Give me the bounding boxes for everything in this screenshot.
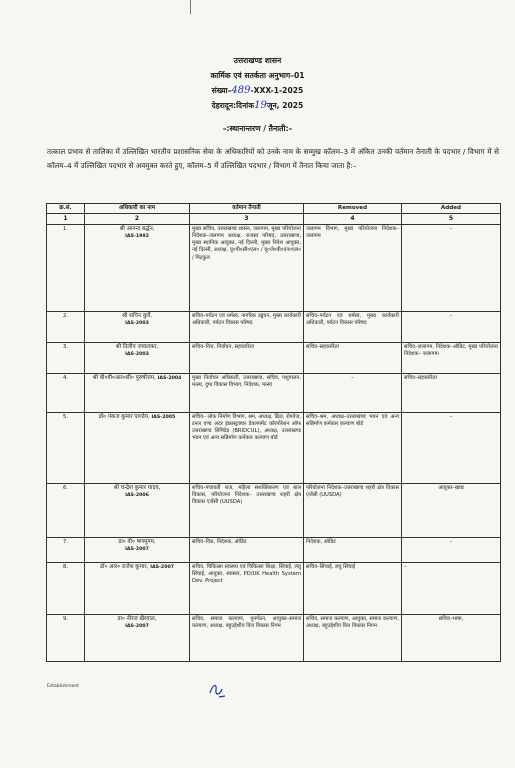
table-row — [47, 373, 501, 412]
section-heading: कार्मिक एवं सतर्कता अनुभाग–01 — [210, 71, 305, 80]
order-date — [0, 101, 515, 111]
column-number: 5 — [402, 214, 501, 224]
removed-posting: – — [304, 373, 402, 412]
added-posting: – — [402, 412, 501, 483]
officer-name — [85, 224, 190, 311]
table-row — [47, 614, 501, 661]
table-row — [47, 311, 501, 342]
removed-posting: जलागम विभाग, मुख्य परियोजना निदेशक–जलागम — [304, 224, 402, 311]
row-sn: 6. — [47, 483, 85, 537]
table-row — [47, 562, 501, 614]
removed-posting: सचिव–श्रम, अध्यक्ष–उत्तराखण्ड भवन एवं अन्य सन्निर्माण कर्मकार कल्याण बोर्ड — [304, 412, 402, 483]
table-row — [47, 412, 501, 483]
column-number: 2 — [85, 214, 190, 224]
officer-name — [85, 342, 190, 373]
officer-batch: IAS-2004 — [157, 375, 182, 381]
govt-heading: उत्तराखण्ड शासन — [233, 56, 282, 65]
officer-batch: IAS-1992 — [125, 233, 149, 239]
row-sn: 8. — [47, 562, 85, 614]
column-number: 3 — [190, 214, 304, 224]
officer-batch: IAS-2003 — [125, 320, 149, 326]
added-posting: – — [402, 562, 501, 614]
establishment-stamp: Establishment — [47, 684, 80, 689]
officer-batch: IAS-2007 — [150, 564, 174, 570]
removed-posting: सचिव–सिंचाई, लघु सिंचाई — [304, 562, 402, 614]
officer-name-text: श्री सचिन कुर्वे, — [121, 312, 153, 319]
table-row — [47, 537, 501, 562]
table-row — [47, 483, 501, 537]
order-number-label: संख्या– — [211, 86, 232, 95]
officer-name-text: श्री आनन्द बर्द्धन, — [119, 225, 155, 232]
officer-name-text: डॉ० आर० राजेश कुमार, — [100, 563, 149, 570]
current-posting: सचिव–वित्त, निर्वाचन, सहकारिता — [190, 342, 304, 373]
added-posting: – — [402, 311, 501, 342]
row-sn: 9. — [47, 614, 85, 661]
row-sn: 7. — [47, 537, 85, 562]
officer-name — [85, 311, 190, 342]
current-posting: सचिव–पंचायती राज, महिला सशक्तिकरण एवं बाल विकास, परियोजना निदेशक– उत्तराखण्ड शहरी क्षेत्र विकास एजेंसी (UUSDA) — [190, 483, 304, 537]
order-number-suffix: -XXX-1-2025 — [250, 86, 304, 95]
officer-name — [85, 562, 190, 614]
officer-batch: IAS-2005 — [151, 414, 176, 420]
added-posting: सचिव–सहकारिता — [402, 373, 501, 412]
row-sn: 4. — [47, 373, 85, 412]
officer-batch: IAS-2007 — [125, 623, 149, 629]
added-posting: – — [402, 224, 501, 311]
row-sn: 1. — [47, 224, 85, 311]
current-posting: सचिव– लोक निर्माण विभाग, श्रम, अध्यक्ष, ब्रिज, रोपवेज, टनल एण्ड अदर इंफ्रास्ट्रक्चर डेवलपमेंट कॉरपोरेशन ऑफ उत्तराखण्ड लिमिटेड (BRIDCUL), अध्यक्ष, उत्तराखण्ड भवन एवं अन्य सन्निर्माण कर्मकार कल्याण बोर्ड — [190, 412, 304, 483]
officer-name-text: श्री दिलीप जावलकर, — [115, 343, 159, 350]
current-posting: मुख्य सचिव, उत्तराखण्ड शासन, जलागम, मुख्य परियोजना निदेशक–जलागम अध्यक्ष, राजस्व परिषद, उत्तराखण्ड, मुख्य स्थानिक आयुक्त, नई दिल्ली, मुख्य निवेश आयुक्त, नई दिल्ली, अध्यक्ष, यू०पी०सी०एल० / यू०जे०वी०एन०एल० / पिटकुल — [190, 224, 304, 311]
row-sn: 5. — [47, 412, 85, 483]
header-removed: Removed — [304, 204, 402, 214]
header-name: अधिकारी का नाम — [85, 204, 190, 214]
removed-posting: सचिव, समाज कल्याण, आयुक्त, समाज कल्याण, अध्यक्ष, बहुउद्देशीय वित्त विकास निगम — [304, 614, 402, 661]
order-number-handwritten: 489 — [231, 85, 251, 96]
header-current: वर्तमान तैनाती — [190, 204, 304, 214]
officer-name-text: श्री चन्द्रेश कुमार यादव, — [113, 484, 161, 491]
current-posting: सचिव–पर्यटन एवं धर्मस्व, नागरिक उड्डयन, मुख्य कार्यकारी अधिकारी, पर्यटन विकास परिषद — [190, 311, 304, 342]
order-date-handwritten: 19 — [254, 100, 267, 111]
removed-posting: निदेशक, ऑडिट — [304, 537, 402, 562]
officer-name-text: डा० वी० षणमुगम, — [118, 538, 156, 545]
officer-name — [85, 614, 190, 661]
removed-posting: सचिव–पर्यटन एवं धर्मस्व, मुख्य कार्यकारी अधिकारी, पर्यटन विकास परिषद — [304, 311, 402, 342]
officer-batch: IAS-2003 — [125, 351, 149, 357]
removed-posting: सचिव–सहकारिता — [304, 342, 402, 373]
row-sn: 2. — [47, 311, 85, 342]
current-posting: सचिव, समाज कल्याण, पुनर्गठन, आयुक्त–समाज कल्याण, अध्यक्ष, बहुउद्देशीय वित्त विकास निगम — [190, 614, 304, 661]
order-number — [0, 86, 515, 96]
current-posting: सचिव, चिकित्सा स्वास्थ्य एवं चिकित्सा शिक्षा, सिंचाई, लघु सिंचाई, आयुक्त, स्वास्थ्य, PD/UK Health System Dev. Project — [190, 562, 304, 614]
added-posting: सचिव–जलागम, निदेशक–ऑडिट, मुख्य परियोजना निदेशक– जलागम। — [402, 342, 501, 373]
intro-paragraph: तत्काल प्रभाव से तालिका में उल्लिखित भारतीय प्रशासनिक सेवा के अधिकारियों को उनके नाम के सम्मुख कॉलम–3 में अंकित उनकी वर्तमान तैनाती के पदभार / विभाग में से कॉलम–4 में उल्लिखित पदभार से अवमुक्त करते हुए, कॉलम–5 में उल्लिखित पदभार / विभाग में तैनात किया जाता है:– — [47, 147, 499, 170]
signature-mark — [207, 681, 229, 699]
column-number-row — [47, 214, 501, 224]
subject-line: –:स्थानान्तरण / तैनाती:– — [222, 124, 293, 133]
column-number: 1 — [47, 214, 85, 224]
officer-batch: IAS-2007 — [125, 546, 149, 552]
added-posting: आयुक्त–खाद्य — [402, 483, 501, 537]
officer-name — [85, 412, 190, 483]
officer-name — [85, 537, 190, 562]
header-added: Added — [402, 204, 501, 214]
column-number: 4 — [304, 214, 402, 224]
officer-name — [85, 483, 190, 537]
transfer-table — [46, 203, 501, 662]
table-row — [47, 224, 501, 311]
order-date-suffix: जून, 2025 — [266, 101, 304, 110]
current-posting: मुख्य निर्वाचन अधिकारी, उत्तराखण्ड, सचिव, पशुपालन, मत्स्य, दुग्ध विकास विभाग, निदेशक, मत्स्य — [190, 373, 304, 412]
row-sn: 3. — [47, 342, 85, 373]
table-header-row — [47, 204, 501, 214]
binder-mark — [190, 0, 191, 14]
added-posting: सचिव–भाषा, — [402, 614, 501, 661]
removed-posting: परियोजना निदेशक–उत्तराखण्ड शहरी क्षेत्र विकास एजेंसी (UUSDA) — [304, 483, 402, 537]
added-posting: – — [402, 537, 501, 562]
current-posting: सचिव–वित्त, निदेशक, ऑडिट — [190, 537, 304, 562]
officer-name-text: श्री बी०वी०आर०सी० पुरुषोत्तम, — [92, 374, 156, 381]
order-date-label: देहरादून:दिनांक — [211, 101, 255, 110]
officer-name — [85, 373, 190, 412]
officer-name-text: डॉ० पंकज कुमार पाण्डेय, — [98, 413, 150, 420]
officer-name-text: डा० नीरज खैरवाल, — [117, 615, 157, 622]
table-row — [47, 342, 501, 373]
officer-batch: IAS-2006 — [125, 492, 149, 498]
header-sn: क्र.सं. — [47, 204, 85, 214]
